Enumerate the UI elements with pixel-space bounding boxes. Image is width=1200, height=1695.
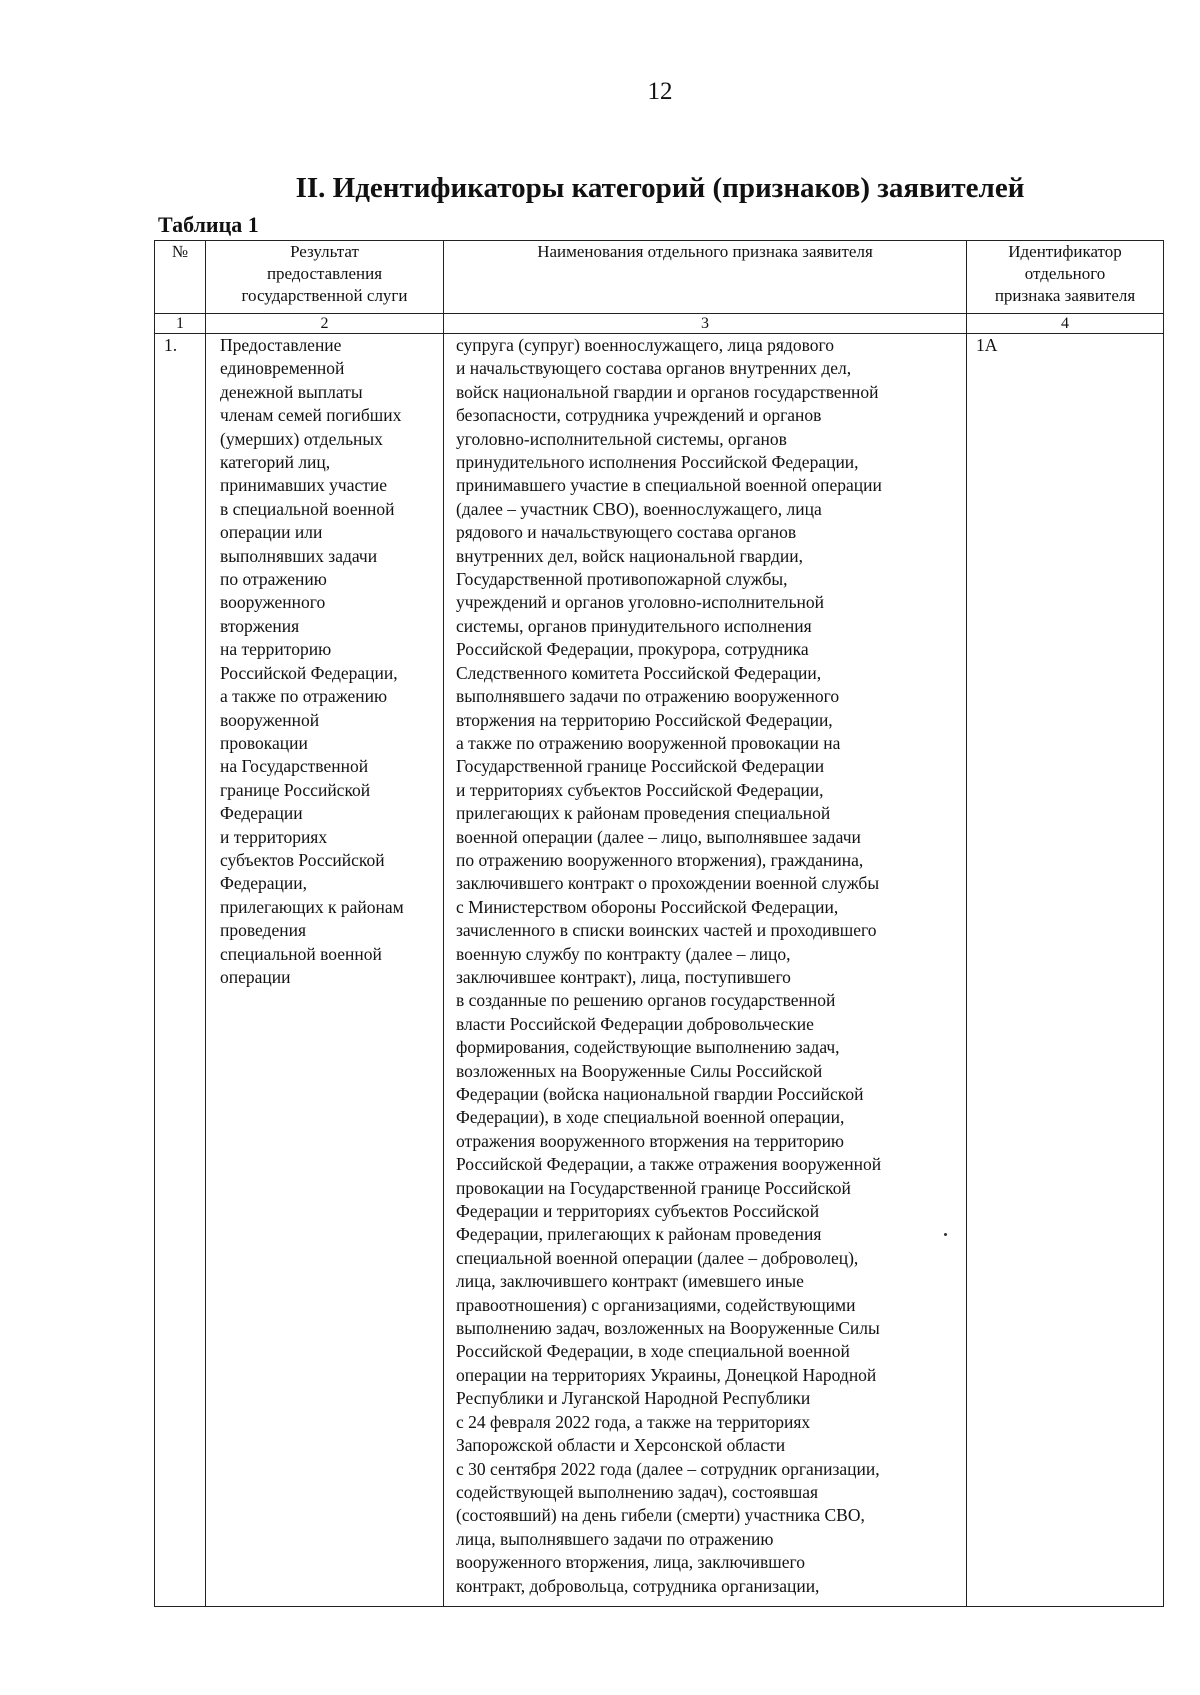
description-line: выполнению задач, возложенных на Вооруженные Силы xyxy=(456,1318,880,1339)
description-line: выполнявшего задачи по отражению вооруженного xyxy=(456,686,840,707)
description-line: Федерации, прилегающих к районам проведения xyxy=(456,1224,822,1245)
description-line: и территориях субъектов Российской Федерации, xyxy=(456,779,824,800)
header-identifier-line: Идентификатор xyxy=(1008,242,1122,261)
header-identifier xyxy=(967,241,1164,314)
result-line: (умерших) отдельных xyxy=(220,428,383,449)
row-result-cell xyxy=(206,334,444,1607)
description-line: в созданные по решению органов государственной xyxy=(456,990,836,1011)
description-line: уголовно-исполнительной системы, органов xyxy=(456,428,787,449)
description-line: Запорожской области и Херсонской области xyxy=(456,1435,786,1456)
header-identifier-line: отдельного xyxy=(1024,264,1106,283)
result-line: и территориях xyxy=(220,826,328,847)
result-line: операции или xyxy=(220,522,323,543)
description-line: провокации на Государственной границе Российской xyxy=(456,1177,851,1198)
result-line: вооруженного xyxy=(220,592,326,613)
description-line: Российской Федерации, прокурора, сотрудника xyxy=(456,639,809,660)
result-line: членам семей погибших xyxy=(220,405,402,426)
result-line: принимавших участие xyxy=(220,475,388,496)
description-line: войск национальной гвардии и органов государственной xyxy=(456,381,879,402)
row-number: 1. xyxy=(155,334,206,1607)
description-line: заключившего контракт о прохождении военной службы xyxy=(456,873,880,894)
description-line: с Министерством обороны Российской Федерации, xyxy=(456,896,839,917)
column-number: 2 xyxy=(206,314,444,334)
result-line: единовременной xyxy=(220,358,345,379)
description-line: безопасности, сотрудника учреждений и органов xyxy=(456,405,822,426)
table-header-row xyxy=(155,241,1164,314)
description-line: вторжения на территорию Российской Федерации, xyxy=(456,709,833,730)
result-line: выполнявших задачи xyxy=(220,545,378,566)
description-line: Федерации), в ходе специальной военной операции, xyxy=(456,1107,845,1128)
description-line: вооруженного вторжения, лица, заключившего xyxy=(456,1552,806,1573)
description-line: лица, выполнявшего задачи по отражению xyxy=(456,1528,774,1549)
result-line: в специальной военной xyxy=(220,498,395,519)
result-line: Федерации xyxy=(220,803,303,824)
description-line: (далее – участник СВО), военнослужащего, лица xyxy=(456,498,822,519)
header-number xyxy=(155,241,206,314)
row-identifier: 1А xyxy=(967,334,1164,1607)
description-line: военную службу по контракту (далее – лицо, xyxy=(456,943,791,964)
description-line: специальной военной операции (далее – доброволец), xyxy=(456,1247,859,1268)
header-feature-name-text: Наименования отдельного признака заявителя xyxy=(537,242,873,261)
applicant-categories-table xyxy=(154,240,1164,1607)
description-line: отражения вооруженного вторжения на территорию xyxy=(456,1130,845,1151)
description-line: с 24 февраля 2022 года, а также на территориях xyxy=(456,1411,811,1432)
section-title: II. Идентификаторы категорий (признаков) заявителей xyxy=(295,172,1025,204)
header-identifier-line: признака заявителя xyxy=(994,286,1136,305)
description-line: контракт, добровольца, сотрудника организации, xyxy=(456,1575,820,1596)
result-line: денежной выплаты xyxy=(220,381,363,402)
stray-dot-mark xyxy=(944,1233,947,1236)
description-line: власти Российской Федерации добровольческие xyxy=(456,1013,814,1034)
description-line: принудительного исполнения Российской Федерации, xyxy=(456,452,859,473)
result-line: специальной военной xyxy=(220,943,382,964)
description-line: возложенных на Вооруженные Силы Российской xyxy=(456,1060,823,1081)
description-line: внутренних дел, войск национальной гвардии, xyxy=(456,545,804,566)
description-line: Государственной границе Российской Федерации xyxy=(456,756,825,777)
description-line: рядового и начальствующего состава органов xyxy=(456,522,797,543)
column-numbers-row xyxy=(155,314,1164,334)
page-number: 12 xyxy=(647,78,673,105)
description-line: с 30 сентября 2022 года (далее – сотрудник организации, xyxy=(456,1458,880,1479)
description-line: (состоявший) на день гибели (смерти) участника СВО, xyxy=(456,1505,865,1526)
result-line: субъектов Российской xyxy=(220,849,385,870)
description-line: зачисленного в списки воинских частей и проходившего xyxy=(456,920,877,941)
description-line: супруга (супруг) военнослужащего, лица рядового xyxy=(456,335,834,355)
result-line: а также по отражению xyxy=(220,686,388,707)
result-line: Федерации, xyxy=(220,873,308,894)
description-line: Российской Федерации, а также отражения вооруженной xyxy=(456,1154,882,1175)
result-line: вторжения xyxy=(220,615,300,636)
result-line: на территорию xyxy=(220,639,332,660)
description-line: Государственной противопожарной службы, xyxy=(456,569,788,590)
table-row xyxy=(155,334,1164,1607)
result-line: Российской Федерации, xyxy=(220,662,398,683)
description-line: и начальствующего состава органов внутренних дел, xyxy=(456,358,852,379)
result-line: проведения xyxy=(220,920,307,941)
result-line: операции xyxy=(220,966,291,987)
description-line: Российской Федерации, в ходе специальной военной xyxy=(456,1341,850,1362)
result-line: границе Российской xyxy=(220,779,371,800)
description-line: заключившее контракт), лица, поступившего xyxy=(456,966,791,987)
result-line: категорий лиц, xyxy=(220,452,331,473)
result-line: вооруженной xyxy=(220,709,320,730)
description-line: а также по отражению вооруженной провокации на xyxy=(456,732,841,753)
header-result-line: Результат xyxy=(290,242,359,261)
header-result xyxy=(206,241,444,314)
result-line: на Государственной xyxy=(220,756,369,777)
description-line: Следственного комитета Российской Федерации, xyxy=(456,662,822,683)
table-label: Таблица 1 xyxy=(158,212,259,237)
header-result-line: государственной слуги xyxy=(241,286,408,305)
result-line: Предоставление xyxy=(220,335,342,355)
description-line: военной операции (далее – лицо, выполнявшее задачи xyxy=(456,826,861,847)
description-line: Федерации (войска национальной гвардии Российской xyxy=(456,1084,864,1104)
description-line: прилегающих к районам проведения специальной xyxy=(456,803,831,824)
row-description-cell xyxy=(444,334,967,1607)
description-line: лица, заключившего контракт (имевшего иные xyxy=(456,1271,804,1292)
header-feature-name xyxy=(444,241,967,314)
description-line: Федерации и территориях субъектов Российской xyxy=(456,1201,820,1222)
description-line: содействующей выполнению задач), состоявшая xyxy=(456,1481,819,1502)
description-line: по отражению вооруженного вторжения), гражданина, xyxy=(456,849,864,870)
result-line: прилегающих к районам xyxy=(220,896,404,917)
description-line: правоотношения) с организациями, содействующими xyxy=(456,1294,856,1315)
description-line: операции на территориях Украины, Донецкой Народной xyxy=(456,1364,877,1385)
header-result-line: предоставления xyxy=(266,264,383,283)
description-line: принимавшего участие в специальной военной операции xyxy=(456,475,882,496)
description-line: формирования, содействующие выполнению задач, xyxy=(456,1037,840,1058)
description-line: учреждений и органов уголовно-исполнительной xyxy=(456,592,825,613)
result-line: провокации xyxy=(220,732,308,753)
description-line: системы, органов принудительного исполнения xyxy=(456,615,812,636)
header-number-text: № xyxy=(171,242,189,261)
column-number: 1 xyxy=(155,314,206,334)
result-line: по отражению xyxy=(220,569,327,590)
column-number: 4 xyxy=(967,314,1164,334)
column-number: 3 xyxy=(444,314,967,334)
description-line: Республики и Луганской Народной Республики xyxy=(456,1388,811,1409)
